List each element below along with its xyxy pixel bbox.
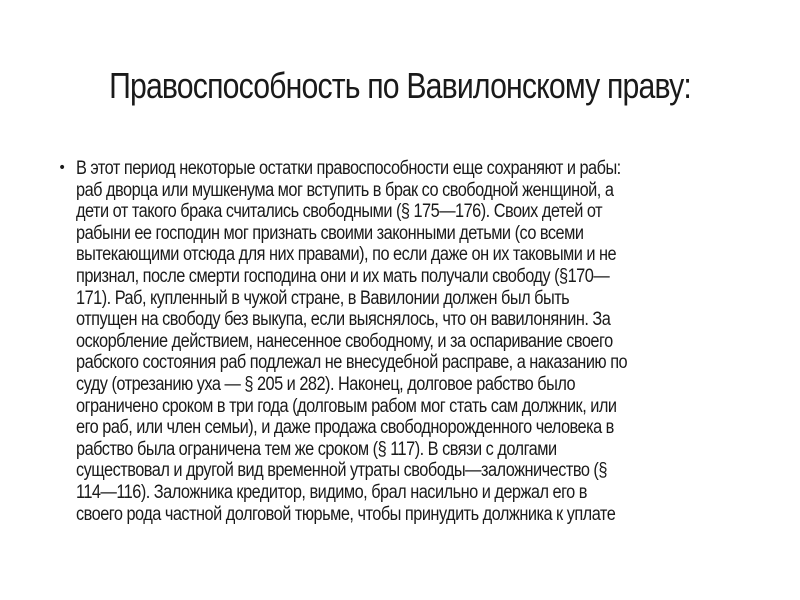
text-line: рабство была ограничена тем же сроком (§ 117). В связи с долгами — [76, 438, 557, 460]
text-line: отпущен на свободу без выкупа, если выяснялось, что он вавилонянин. За — [76, 309, 611, 331]
text-line: В этот период некоторые остатки правоспособности еще сохраняют и рабы: — [76, 158, 621, 179]
text-line: своего рода частной долговой тюрьме, чтобы принудить должника к уплате — [76, 503, 616, 525]
text-line: рабского состояния раб подлежал не внесудебной расправе, а наказанию по — [76, 352, 628, 374]
text-line: рабыни ее господин мог признать своими законными детьми (со всеми — [76, 222, 584, 244]
text-line: 114—116). Заложника кредитор, видимо, брал насильно и держал его в — [76, 481, 587, 503]
slide-title: Правоспособность по Вавилонскому праву: — [109, 65, 691, 106]
text-line: его раб, или член семьи), и даже продажа свободнорожденного человека в — [76, 417, 614, 439]
text-line: 171). Раб, купленный в чужой стране, в Вавилонии должен был быть — [76, 287, 570, 309]
bullet-text — [76, 158, 663, 525]
text-line: суду (отрезанию уха — § 205 и 282). Наконец, долговое рабство было — [76, 373, 576, 395]
bullet-item — [58, 158, 758, 525]
text-line: дети от такого брака считались свободными (§ 175—176). Своих детей от — [76, 201, 603, 223]
slide-body — [58, 158, 758, 525]
text-line: оскорбление действием, нанесенное свободному, и за оспаривание своего — [76, 330, 613, 352]
text-line: раб дворца или мушкенума мог вступить в брак со свободной женщиной, а — [76, 179, 614, 201]
bullet-icon: • — [58, 160, 67, 176]
text-line: ограничено сроком в три года (долговым рабом мог стать сам должник, или — [76, 395, 617, 417]
text-line: существовал и другой вид временной утраты свободы—заложничество (§ — [76, 460, 607, 482]
text-line: признал, после смерти господина они и их мать получали свободу (§170— — [76, 265, 610, 287]
text-line: вытекающими отсюда для них правами), по если даже он их таковыми и не — [76, 244, 617, 266]
